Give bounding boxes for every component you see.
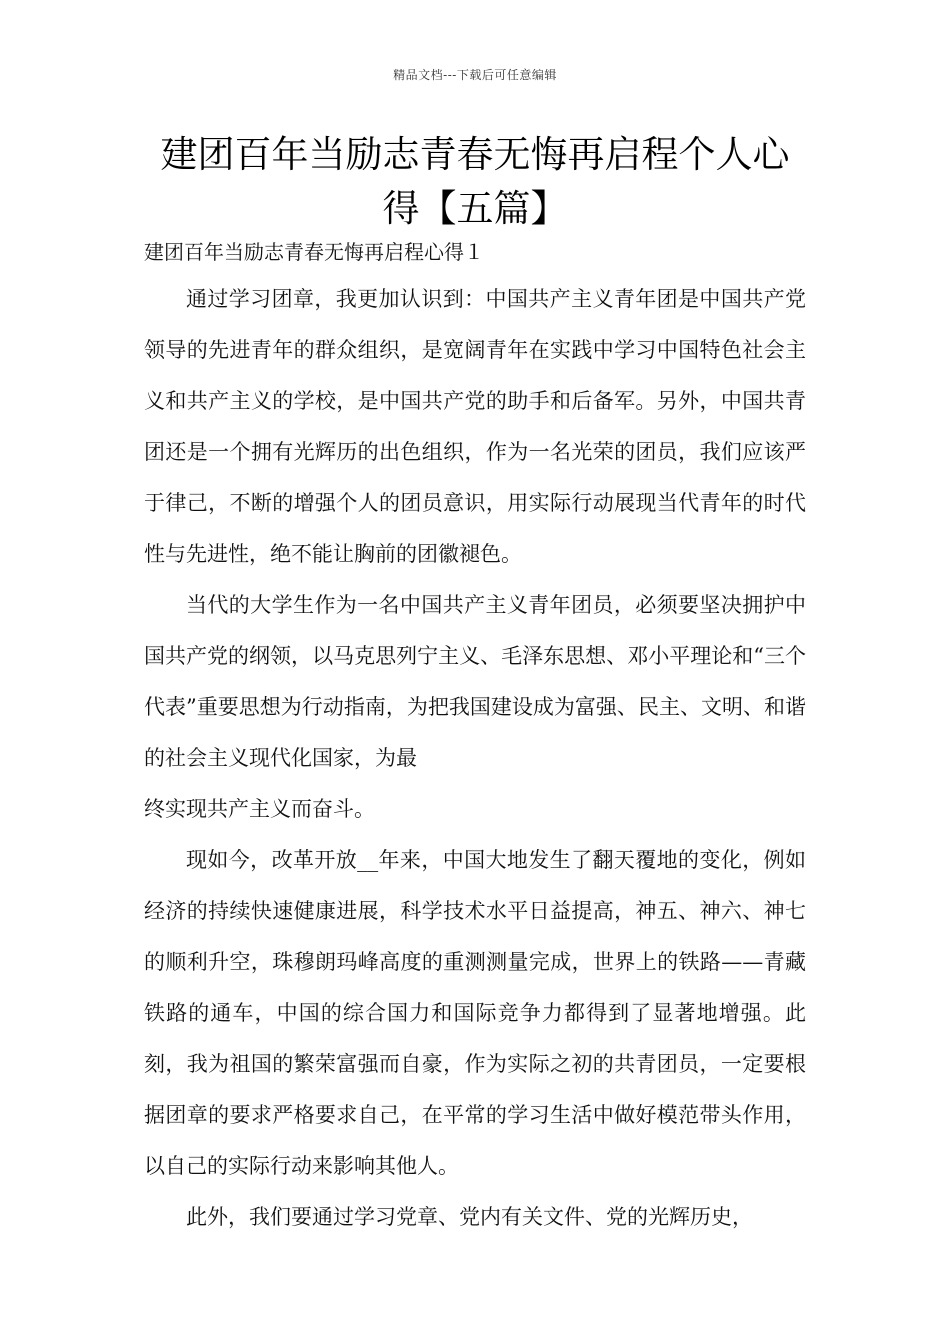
paragraph: 现如今，改革开放__年来，中国大地发生了翻天覆地的变化，例如经济的持续快速健康进展，科学技术水平日益提高，神五、神六、神七的顺利升空，珠穆朗玛峰高度的重测测量完成，世界上的铁路——青藏铁路的通车，中国的综合国力和国际竞争力都得到了显著地增强。此刻，我为祖国的繁荣富强而自豪，作为实际之初的共青团员，一定要根据团章的要求严格要求自己，在平常的学习生活中做好模范带头作用，以自己的实际行动来影响其他人。 [144,848,806,1178]
paragraph-continuation: 终实现共产主义而奋斗。 [144,797,375,821]
paragraph: 此外，我们要通过学习党章、党内有关文件、党的光辉历史， [186,1205,753,1229]
document-body [144,230,806,1243]
header-note: 精品文档---下载后可任意编辑 [393,68,557,82]
section-heading: 建团百年当励志青春无悔再启程心得１ [144,240,484,264]
document-title [120,128,830,236]
paragraph: 通过学习团章，我更加认识到：中国共产主义青年团是中国共产党领导的先进青年的群众组织，是宽阔青年在实践中学习中国特色社会主义和共产主义的学校，是中国共产党的助手和后备军。另外，中国共青团还是一个拥有光辉历的出色组织，作为一名光荣的团员，我们应该严于律己，不断的增强个人的团员意识，用实际行动展现当代青年的时代性与先进性，绝不能让胸前的团徽褪色。 [144,287,806,566]
title-line-2: 得【五篇】 [382,187,568,230]
paragraph: 当代的大学生作为一名中国共产主义青年团员，必须要坚决拥护中国共产党的纲领，以马克思列宁主义、毛泽东思想、邓小平理论和“三个代表”重要思想为行动指南，为把我国建设成为富强、民主、文明、和谐的社会主义现代化国家，为最 [144,593,806,770]
title-line-1: 建团百年当励志青春无悔再启程个人心 [160,133,790,176]
